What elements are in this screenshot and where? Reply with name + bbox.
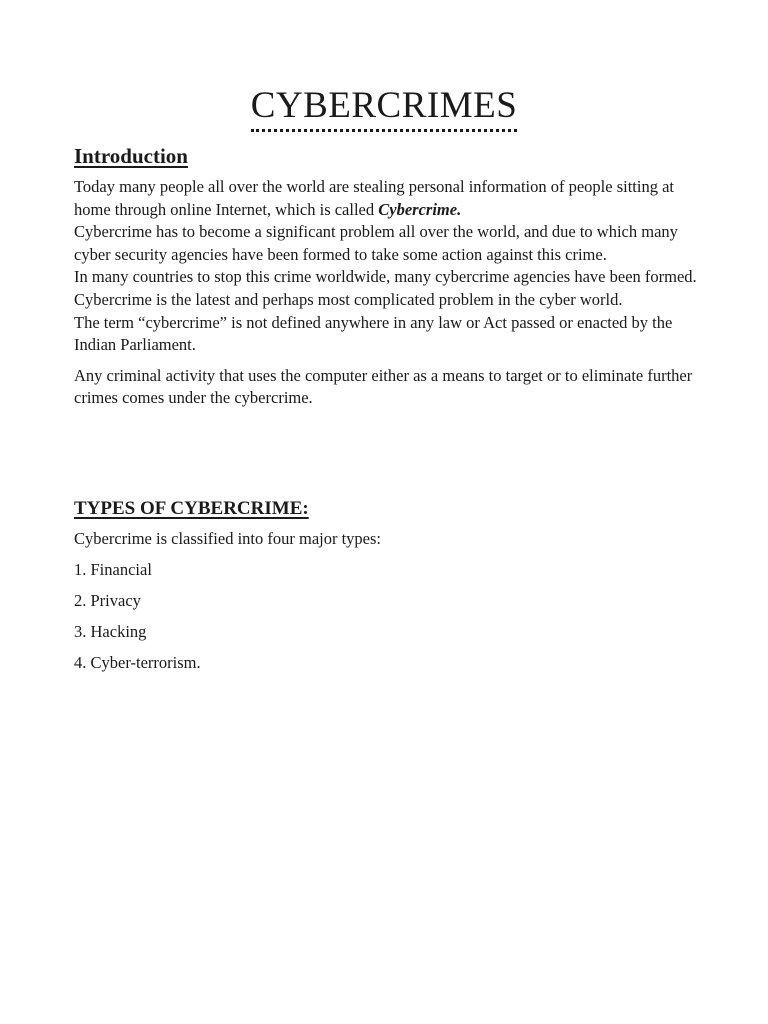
intro-paragraph-4: Cybercrime is the latest and perhaps most complicated problem in the cyber world. <box>74 289 623 309</box>
intro-paragraph-5: The term “cybercrime” is not defined anywhere in any law or Act passed or enacted by the Indian Parliament. <box>74 312 673 355</box>
types-body <box>74 528 704 683</box>
list-item: 2. Privacy <box>74 590 141 610</box>
intro-paragraph-6: Any criminal activity that uses the computer either as a means to target or to eliminate further crimes comes under the cybercrime. <box>74 365 693 408</box>
intro-paragraph-3: In many countries to stop this crime worldwide, many cybercrime agencies have been formed. <box>74 267 697 287</box>
list-item: 4. Cyber-terrorism. <box>74 652 201 672</box>
introduction-body <box>74 176 704 410</box>
intro-paragraph-2: Cybercrime has to become a significant problem all over the world, and due to which many cyber security agencies have been formed to take some action against this crime. <box>74 222 678 264</box>
intro-paragraph-1 <box>74 176 704 221</box>
list-item: 3. Hacking <box>74 621 147 641</box>
document-title <box>0 84 768 132</box>
types-intro: Cybercrime is classified into four major types: <box>74 529 382 548</box>
intro-paragraph-1-text: Today many people all over the world are stealing personal information of people sitting at home through online Internet, which is called <box>74 177 675 219</box>
introduction-heading: Introduction <box>74 144 188 168</box>
list-item: 1. Financial <box>74 559 152 579</box>
types-heading: TYPES OF CYBERCRIME: <box>74 498 309 519</box>
cybercrime-emphasis: Cybercrime. <box>378 199 462 219</box>
document-title-text: CYBERCRIMES <box>251 84 518 132</box>
